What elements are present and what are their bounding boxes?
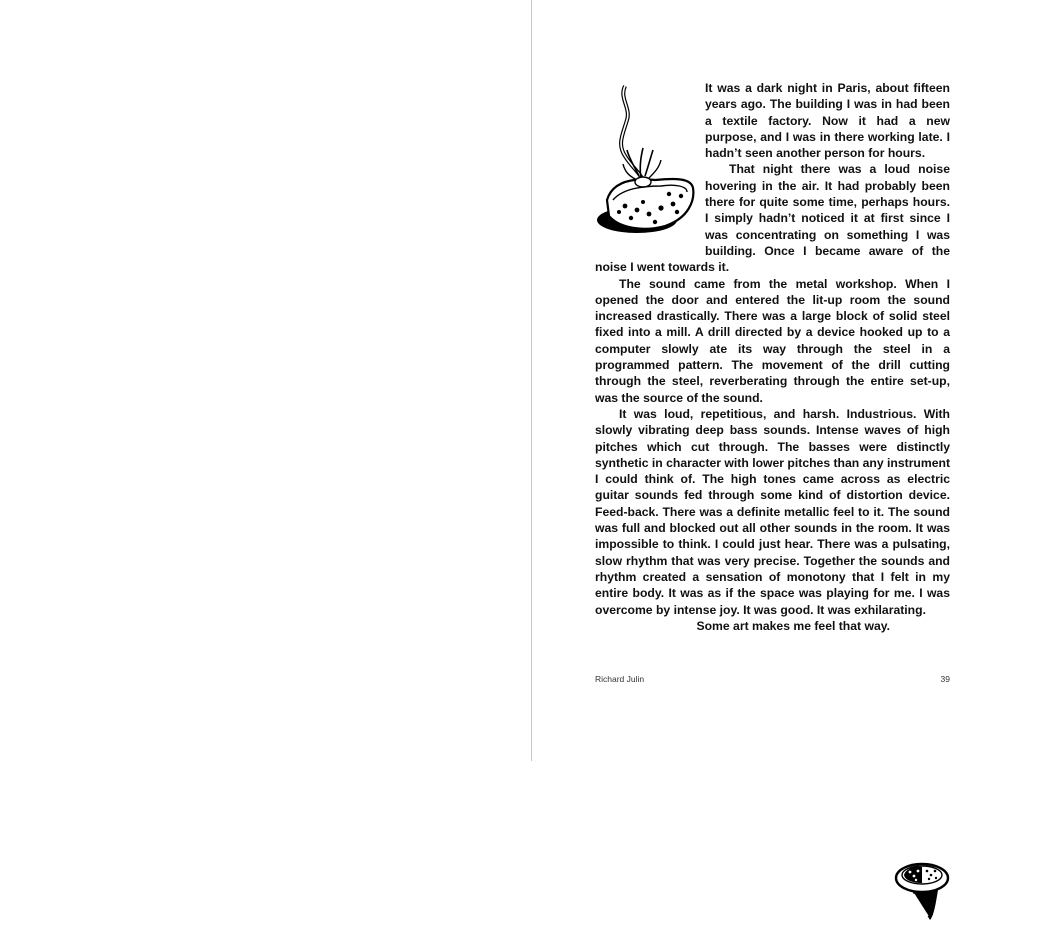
paragraph-3: The sound came from the metal workshop. When I opened the door and entered the lit-up room the sound increased drastically. There was a large block of solid steel fixed into a mill. A drill directed by a device hooked up to a computer slowly ate its way through the steel in a programmed pattern. The movement of the drill cutting through the steel, reverberating through the entire set-up, was the source of the sound. bbox=[595, 276, 950, 405]
paragraph-4: It was loud, repetitious, and harsh. Industrious. With slowly vibrating deep bass sounds. Intense waves of high pitches which cut through. The basses were distinctly synthetic in character with lower pitches than any instrument I could think of. The high tones came across as electric guitar sounds fed through some kind of distortion device. Feed-back. There was a definite metallic feel to it. The sound was full and blocked out all other sounds in the room. It was impossible to think. I could just hear. There was a pulsating, slow rhythm that was very precise. Together the sounds and rhythm created a sensation of monotony that I felt in my entire body. It was as if the space was playing for me. I was overcome by intense joy. It was good. It was exhilarating. bbox=[595, 406, 950, 617]
page-number: 39 bbox=[940, 674, 950, 684]
paragraph-1: It was a dark night in Paris, about fifteen years ago. The building I was in had been a textile factory. Now it had a new purpose, and I was in there working late. I hadn’t seen another person for hours. bbox=[705, 81, 950, 161]
paragraph-2: That night there was a loud noise hovering in the air. It had probably been there for quite some time, perhaps hours. I simply hadn’t noticed it at first since I was concentrating on something I was building. Once I became aware of the noise I went towards it. bbox=[595, 162, 950, 275]
closing-line: Some art makes me feel that way. bbox=[696, 618, 890, 633]
right-page bbox=[532, 0, 1059, 761]
running-footer-author: Richard Julin bbox=[595, 674, 645, 684]
sprouting-bowl-illustration bbox=[595, 80, 699, 250]
cone-ring-icon bbox=[894, 858, 950, 922]
cone-ring-illustration bbox=[894, 858, 950, 924]
left-page-blank bbox=[0, 0, 531, 761]
sprouting-bowl-icon bbox=[595, 80, 699, 245]
body-text bbox=[595, 80, 950, 924]
